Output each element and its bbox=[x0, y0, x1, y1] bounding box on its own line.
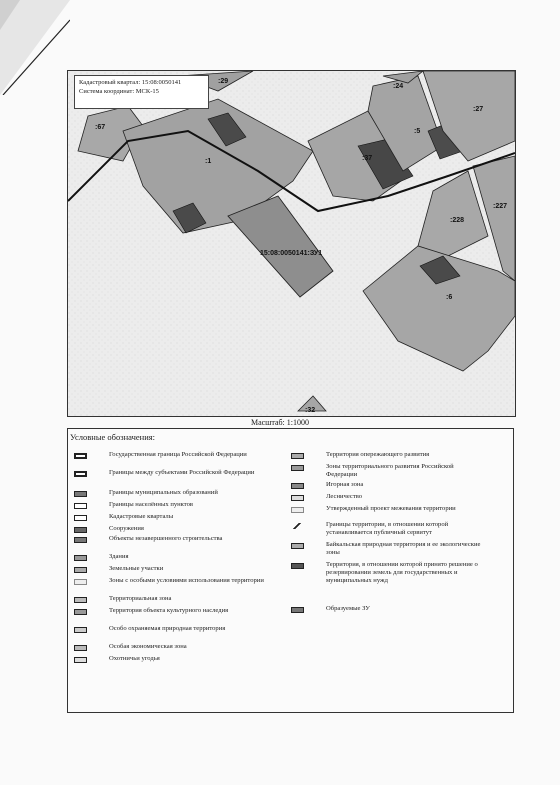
legend bbox=[67, 428, 514, 713]
legend-label: Особо охраняемая природная территория bbox=[109, 625, 226, 632]
legend-label: Границы территории, в отношении которой устанавливается публичный сервитут bbox=[326, 521, 449, 536]
legend-item bbox=[74, 595, 284, 603]
legend-item bbox=[74, 577, 284, 585]
legend-item bbox=[291, 521, 486, 537]
legend-label: Байкальская природная территория и ее экологические зоны bbox=[326, 541, 481, 556]
legend-item bbox=[74, 525, 284, 533]
legend-item bbox=[291, 561, 486, 585]
parcel-label: :24 bbox=[393, 83, 404, 90]
parcel-label: :32 bbox=[305, 407, 316, 414]
legend-swatch bbox=[291, 465, 304, 471]
legend-label: Зоны территориального развития Российской Федерации bbox=[326, 463, 454, 478]
legend-item bbox=[74, 513, 284, 521]
legend-item bbox=[74, 607, 284, 615]
legend-label: Территория опережающего развития bbox=[326, 451, 430, 458]
legend-item bbox=[291, 541, 486, 557]
legend-swatch bbox=[74, 567, 87, 573]
legend-label: Территория, в отношении которой принято решение о резервировании земель для государственных и муниципальных нужд bbox=[326, 561, 478, 584]
legend-swatch bbox=[74, 579, 87, 585]
legend-label: Образуемые ЗУ bbox=[326, 605, 370, 612]
legend-swatch bbox=[291, 507, 304, 513]
legend-swatch bbox=[74, 597, 87, 603]
legend-item bbox=[74, 553, 284, 561]
parcel-label: 15:08:0050141:ЗУ1 bbox=[260, 250, 323, 257]
legend-item bbox=[74, 655, 284, 663]
info-box bbox=[74, 75, 209, 109]
legend-swatch bbox=[291, 453, 304, 459]
legend-item bbox=[74, 489, 284, 497]
legend-label: Особая экономическая зона bbox=[109, 643, 187, 650]
legend-swatch bbox=[74, 471, 87, 477]
legend-swatch bbox=[74, 453, 87, 459]
legend-swatch bbox=[74, 491, 87, 497]
legend-swatch bbox=[74, 645, 87, 651]
parcel-label: :6 bbox=[446, 294, 453, 301]
legend-swatch bbox=[291, 523, 304, 529]
legend-swatch bbox=[74, 609, 87, 615]
parcel-label: :227 bbox=[493, 203, 508, 210]
page-curl bbox=[0, 0, 70, 95]
legend-item bbox=[291, 493, 486, 501]
legend-label: Границы муниципальных образований bbox=[109, 489, 218, 496]
legend-swatch bbox=[74, 627, 87, 633]
legend-swatch bbox=[74, 537, 87, 543]
scale-label: Масштаб: 1:1000 bbox=[250, 418, 310, 427]
legend-label: Территория объекта культурного наследия bbox=[109, 607, 229, 614]
legend-item bbox=[291, 505, 486, 513]
parcel-label: :5 bbox=[414, 128, 421, 135]
legend-label: Игорная зона bbox=[326, 481, 364, 488]
legend-label: Границы между субъектами Российской Федерации bbox=[109, 469, 255, 476]
legend-item bbox=[74, 625, 284, 633]
legend-label: Земельные участки bbox=[109, 565, 164, 572]
legend-item bbox=[74, 535, 284, 543]
legend-label: Территориальная зона bbox=[109, 595, 172, 602]
legend-item bbox=[74, 451, 284, 459]
legend-swatch bbox=[291, 483, 304, 489]
legend-item bbox=[74, 643, 284, 651]
legend-swatch bbox=[74, 503, 87, 509]
legend-title: Условные обозначения: bbox=[70, 432, 156, 442]
cadastral-map bbox=[67, 70, 516, 417]
legend-swatch bbox=[291, 607, 304, 613]
legend-swatch bbox=[291, 543, 304, 549]
legend-swatch bbox=[291, 495, 304, 501]
legend-label: Здания bbox=[109, 553, 129, 560]
parcel-label: :1 bbox=[205, 158, 212, 165]
parcel-label: :228 bbox=[450, 217, 465, 224]
legend-label: Зоны с особыми условиями использования территории bbox=[109, 577, 264, 584]
parcel-label: :29 bbox=[218, 78, 229, 85]
legend-item bbox=[291, 481, 486, 489]
legend-item bbox=[74, 469, 284, 477]
legend-label: Государственная граница Российской Федерации bbox=[109, 451, 247, 458]
legend-item bbox=[291, 451, 486, 459]
parcel-label: :27 bbox=[473, 106, 484, 113]
info-line: Система координат: МСК-15 bbox=[79, 88, 159, 95]
map-canvas bbox=[68, 71, 515, 416]
legend-swatch bbox=[74, 555, 87, 561]
legend-label: Охотничьи угодья bbox=[109, 655, 160, 662]
legend-label: Объекты незавершенного строительства bbox=[109, 535, 223, 542]
legend-item bbox=[291, 463, 486, 479]
legend-label: Кадастровые кварталы bbox=[109, 513, 174, 520]
legend-label: Границы населённых пунктов bbox=[109, 501, 193, 508]
legend-label: Утвержденный проект межевания территории bbox=[326, 505, 456, 512]
legend-swatch bbox=[74, 515, 87, 521]
legend-item bbox=[291, 605, 486, 613]
legend-label: Лесничество bbox=[326, 493, 363, 500]
parcel-label: :67 bbox=[95, 124, 106, 131]
parcel-label: :37 bbox=[362, 155, 373, 162]
info-line: Кадастровый квартал: 15:08:0050141 bbox=[79, 79, 182, 86]
legend-swatch bbox=[74, 527, 87, 533]
legend-item bbox=[74, 565, 284, 573]
legend-item bbox=[74, 501, 284, 509]
legend-swatch bbox=[74, 657, 87, 663]
legend-label: Сооружения bbox=[109, 525, 144, 532]
legend-swatch bbox=[291, 563, 304, 569]
